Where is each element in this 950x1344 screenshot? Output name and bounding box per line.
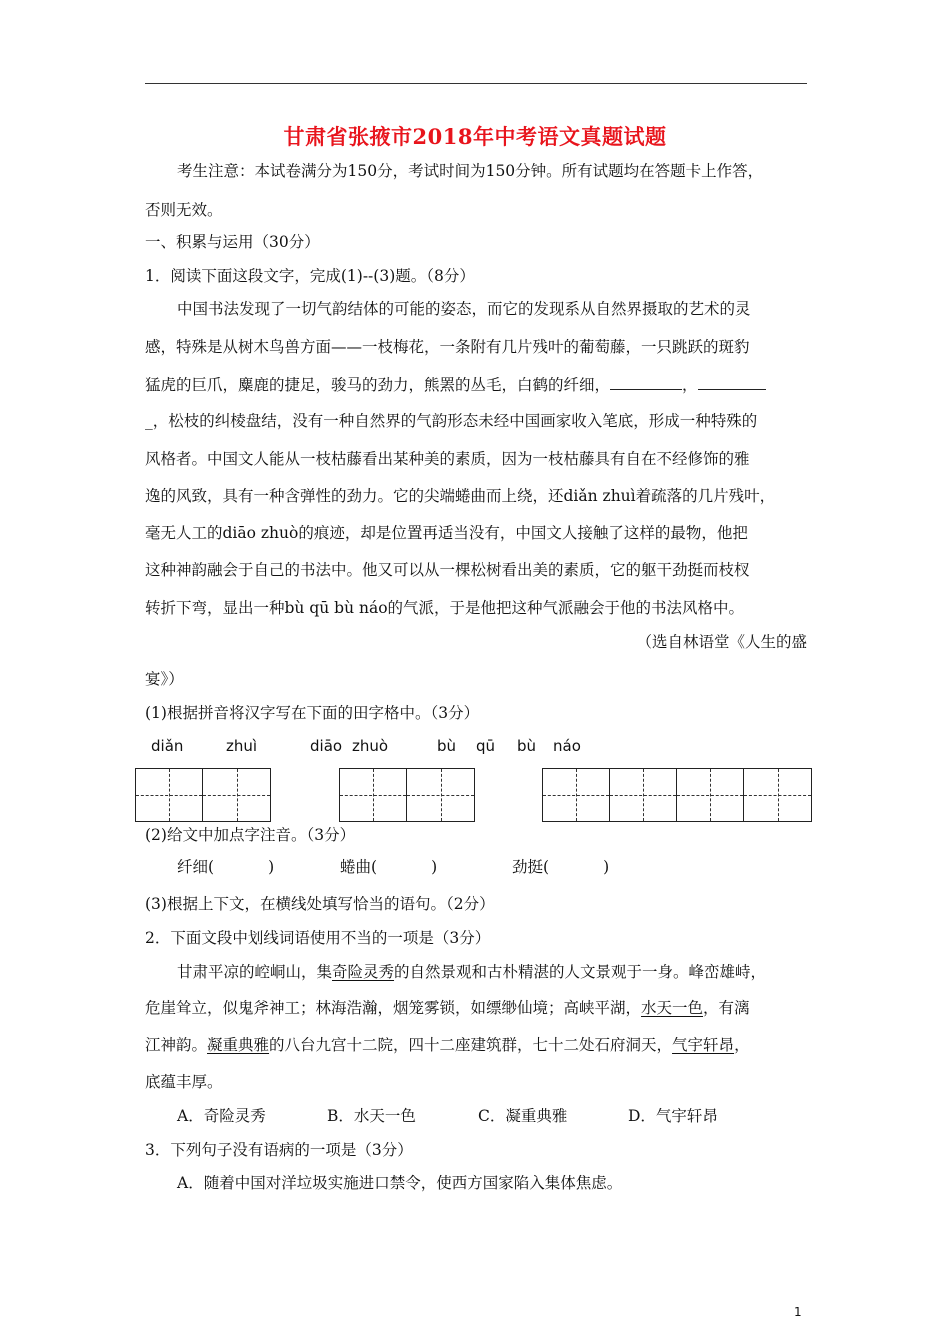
option-d[interactable]: D．气宇轩昂	[628, 1107, 718, 1125]
pinyin-bu-1: bù	[437, 737, 457, 755]
option-a[interactable]: A．奇险灵秀	[177, 1107, 266, 1125]
passage-line-2: 感，特殊是从树木鸟兽方面——一枝梅花，一条附有几片残叶的葡萄藤，一只跳跃的斑豹	[145, 338, 750, 356]
underlined-phrase-d: 气宇轩昂	[672, 1036, 735, 1054]
source-line-2: 宴》）	[145, 670, 184, 688]
grid-cell[interactable]	[677, 769, 744, 821]
pinyin-nao: náo	[553, 737, 581, 755]
grid-cell[interactable]	[610, 769, 677, 821]
grid-cell[interactable]	[407, 769, 474, 821]
pinyin-zhuo: zhuò	[352, 737, 389, 755]
annotation-quanqu: 蜷曲( )	[340, 858, 438, 876]
q2-passage-line-2: 危崖耸立，似鬼斧神工；林海浩瀚，烟笼雾锁，如缥缈仙境；高峡平湖，水天一色，有漓	[145, 999, 750, 1017]
question-1-stem: 1．阅读下面这段文字，完成(1)--(3)题。（8分）	[145, 267, 475, 285]
question-3-stem: 3．下列句子没有语病的一项是（3分）	[145, 1141, 413, 1159]
pinyin-dian: diǎn	[151, 737, 184, 755]
annotation-jingting: 劲挺( )	[512, 858, 610, 876]
underlined-phrase-c: 凝重典雅	[207, 1036, 270, 1054]
underlined-phrase-b: 水天一色	[641, 999, 704, 1017]
underlined-phrase-a: 奇险灵秀	[332, 963, 395, 981]
passage-line-1: 中国书法发现了一切气韵结体的可能的姿态，而它的发现系从自然界摄取的艺术的灵	[177, 300, 751, 318]
fill-blank-2[interactable]	[698, 374, 766, 390]
page-number: 1	[794, 1305, 802, 1319]
notice-line-1: 考生注意：本试卷满分为150分，考试时间为150分钟。所有试题均在答题卡上作答，	[177, 162, 764, 180]
section-heading: 一、积累与运用（30分）	[145, 233, 320, 251]
q2-passage-line-3: 江神韵。凝重典雅的八台九宫十二院，四十二座建筑群，七十二处石府洞天，气宇轩昂，	[145, 1036, 750, 1054]
grid-cell[interactable]	[744, 769, 811, 821]
fill-blank-1[interactable]	[610, 374, 682, 390]
fill-blank-tail: _	[145, 412, 153, 430]
annotation-xianxi: 纤细( )	[177, 858, 275, 876]
grid-cell[interactable]	[543, 769, 610, 821]
source-line-1: （选自林语堂《人生的盛	[636, 633, 807, 651]
option-c[interactable]: C．凝重典雅	[478, 1107, 568, 1125]
passage-line-5: 风格者。中国文人能从一枝枯藤看出某种美的素质，因为一枝枯藤具有自在不经修饰的雅	[145, 450, 750, 468]
passage-line-9: 转折下弯，显出一种bù qū bù náo的气派，于是他把这种气派融会于他的书法风格中。	[145, 599, 745, 617]
grid-cell[interactable]	[203, 769, 270, 821]
sub-question-1: (1)根据拼音将汉字写在下面的田字格中。（3分）	[145, 704, 480, 722]
pinyin-zhui: zhuì	[226, 737, 258, 755]
q2-passage-line-4: 底蕴丰厚。	[145, 1073, 223, 1091]
q3-option-a[interactable]: A．随着中国对洋垃圾实施进口禁令，使西方国家陷入集体焦虑。	[177, 1174, 623, 1192]
option-b[interactable]: B．水天一色	[327, 1107, 416, 1125]
pinyin-qu: qū	[476, 737, 496, 755]
notice-line-2: 否则无效。	[145, 201, 223, 219]
grid-box-buqubunao[interactable]	[542, 768, 812, 822]
page-title: 甘肃省张掖市2018年中考语文真题试题	[283, 124, 667, 149]
pinyin-bu-2: bù	[517, 737, 537, 755]
passage-line-3: 猛虎的巨爪，麋鹿的捷足，骏马的劲力，熊罴的丛毛，白鹤的纤细， ，	[145, 374, 766, 395]
sub-question-2: (2)给文中加点字注音。（3分）	[145, 826, 356, 844]
passage-line-7: 毫无人工的diāo zhuò的痕迹，却是位置再适当没有，中国文人接触了这样的最物，他把	[145, 524, 748, 542]
header-rule	[145, 83, 807, 84]
passage-line-6: 逸的风致，具有一种含弹性的劲力。它的尖端蜷曲而上绕，还diǎn zhuì着疏落的几片残叶，	[145, 487, 776, 505]
grid-cell[interactable]	[136, 769, 203, 821]
question-2-stem: 2．下面文段中划线词语使用不当的一项是（3分）	[145, 929, 491, 947]
grid-box-diaozhuo[interactable]	[339, 768, 475, 822]
sub-question-3: (3)根据上下文，在横线处填写恰当的语句。（2分）	[145, 895, 495, 913]
grid-cell[interactable]	[340, 769, 407, 821]
grid-box-dianzhui[interactable]	[135, 768, 271, 822]
q2-passage-line-1: 甘肃平凉的崆峒山，集奇险灵秀的自然景观和古朴精湛的人文景观于一身。峰峦雄峙，	[177, 963, 767, 981]
passage-line-8: 这种神韵融会于自己的书法中。他又可以从一棵松树看出美的素质，它的躯干劲挺而枝杈	[145, 561, 750, 579]
pinyin-diao: diāo	[310, 737, 343, 755]
passage-line-4: _，松枝的纠棱盘结，没有一种自然界的气韵形态未经中国画家收入笔底，形成一种特殊的	[145, 412, 758, 430]
